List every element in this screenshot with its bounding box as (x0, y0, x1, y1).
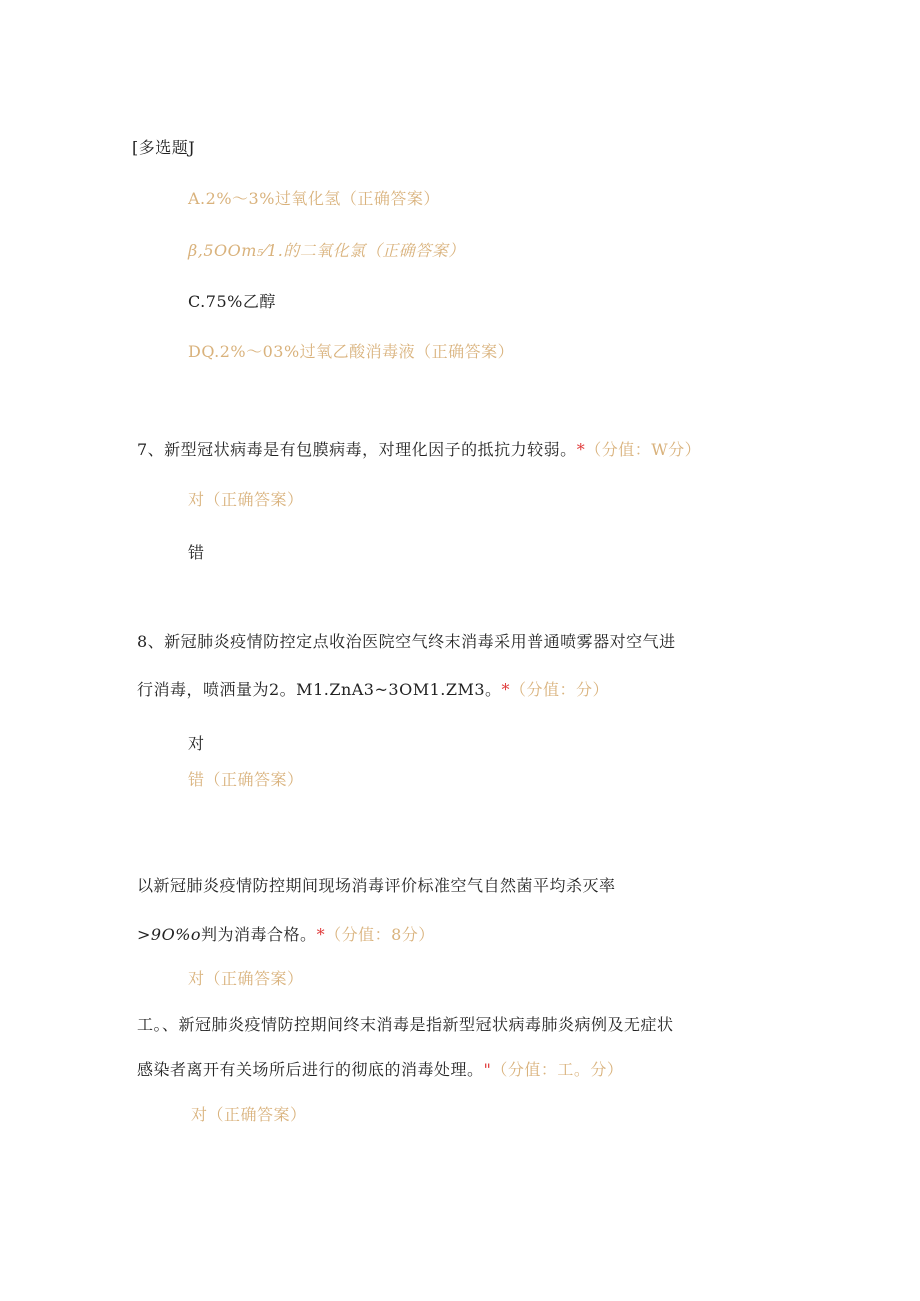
required-star: " (483, 1060, 492, 1079)
question-8-score: （分值：分） (510, 680, 610, 699)
question-9-line2 (137, 925, 435, 945)
option-b[interactable]: β,5OOm₅⁄1.的二氧化氯（正确答案） (188, 241, 465, 260)
required-star: * (576, 440, 586, 459)
question-9-text: 判为消毒合格。 (201, 925, 317, 944)
question-type-label: [多选题J (132, 138, 196, 157)
option-d[interactable]: DQ.2%～03%过氧乙酸消毒液（正确答案） (188, 342, 515, 361)
question-7-option-false[interactable]: 错 (188, 543, 205, 562)
question-8-text: 行消毒，喷洒量为2。M1.ZnA3~3OM1.ZM3。 (137, 680, 502, 699)
question-10-text: 感染者离开有关场所后进行的彻底的消毒处理。 (137, 1060, 484, 1079)
required-star: * (501, 680, 511, 699)
question-10-line1: 工。、新冠肺炎疫情防控期间终末消毒是指新型冠状病毒肺炎病例及无症状 (137, 1015, 674, 1034)
question-10-line2 (137, 1060, 623, 1080)
question-7-option-true[interactable]: 对（正确答案） (188, 490, 304, 509)
question-8-line2 (137, 680, 609, 700)
question-8-option-false[interactable]: 错（正确答案） (188, 770, 304, 789)
option-c[interactable]: C.75%乙醇 (188, 292, 276, 311)
question-7 (137, 440, 701, 460)
question-9-score: （分值：8分） (325, 925, 435, 944)
question-10-option-true[interactable]: 对（正确答案） (191, 1105, 307, 1124)
option-a[interactable]: A.2%～3%过氧化氢（正确答案） (188, 189, 440, 208)
question-7-text: 7、新型冠状病毒是有包膜病毒，对理化因子的抵抗力较弱。 (137, 440, 577, 459)
question-7-score: （分值：W分） (585, 440, 702, 459)
question-9-line1: 以新冠肺炎疫情防控期间现场消毒评价标准空气自然菌平均杀灭率 (137, 876, 616, 895)
required-star: * (316, 925, 326, 944)
question-8-option-true[interactable]: 对 (188, 734, 205, 753)
question-10-score: （分值：工。分） (491, 1060, 624, 1079)
question-9-prefix: >9O%o (137, 925, 202, 944)
question-8-line1: 8、新冠肺炎疫情防控定点收治医院空气终末消毒采用普通喷雾器对空气进 (137, 632, 676, 651)
question-9-option-true[interactable]: 对（正确答案） (188, 969, 304, 988)
